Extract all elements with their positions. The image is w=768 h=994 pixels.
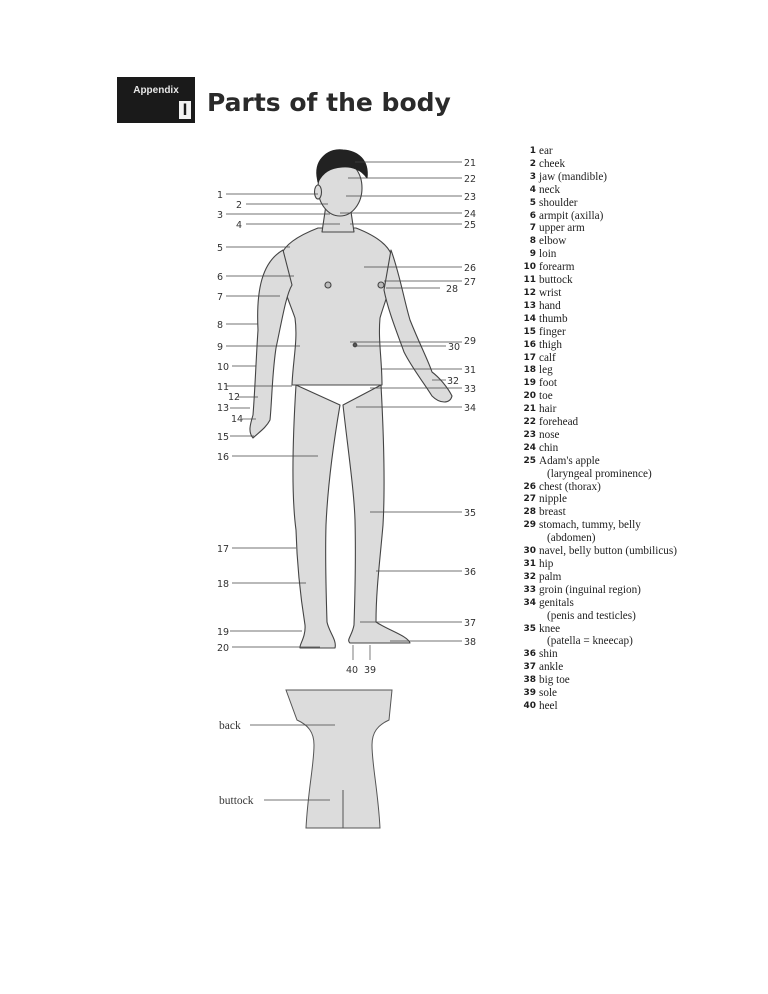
callout-32: 32 <box>447 376 460 387</box>
legend-text: chin <box>539 441 559 454</box>
legend-text: neck <box>539 183 561 196</box>
callout-18: 18 <box>217 579 230 590</box>
legend-number: 3 <box>529 171 536 182</box>
callout-24: 24 <box>464 209 477 220</box>
legend-item <box>522 429 677 442</box>
legend-number: 21 <box>523 404 536 415</box>
legend-text: forearm <box>539 261 575 274</box>
right-nipple <box>378 282 384 288</box>
legend-text: thumb <box>539 312 568 325</box>
legend-number: 22 <box>523 417 536 428</box>
legend-subtext: (abdomen) <box>547 532 596 545</box>
callout-36: 36 <box>464 567 477 578</box>
legend-number: 34 <box>523 597 536 608</box>
legend-item <box>522 584 677 597</box>
legend-number: 27 <box>523 494 536 505</box>
legend-text: sole <box>539 687 558 700</box>
appendix-badge-label: Appendix <box>133 85 179 96</box>
legend-number: 40 <box>523 700 536 711</box>
legend-number: 24 <box>523 442 536 453</box>
legend-item <box>522 235 677 248</box>
legend-text: upper arm <box>539 222 585 235</box>
callout-20: 20 <box>217 643 230 654</box>
legend-item <box>522 558 677 571</box>
callout-1: 1 <box>217 190 224 201</box>
callout-9: 9 <box>217 342 224 353</box>
callout-7: 7 <box>217 292 224 303</box>
legend-text: finger <box>539 325 566 338</box>
legend-number: 23 <box>523 429 536 440</box>
callout-26: 26 <box>464 263 477 274</box>
legend-item <box>522 222 677 235</box>
callout-25: 25 <box>464 220 477 231</box>
appendix-number: I <box>179 101 191 119</box>
legend-text: elbow <box>539 235 567 248</box>
legend-item <box>522 261 677 274</box>
legend-text: loin <box>539 248 557 261</box>
callout-30: 30 <box>448 342 461 353</box>
legend-item <box>522 403 677 416</box>
legend-number: 2 <box>529 158 536 169</box>
callout-2: 2 <box>236 200 243 211</box>
legend-number: 12 <box>523 287 536 298</box>
left-leg <box>293 385 340 648</box>
legend-text: nose <box>539 428 560 441</box>
legend-text: wrist <box>539 286 562 299</box>
legend-item <box>522 493 677 506</box>
legend-number: 17 <box>523 352 536 363</box>
legend-text: ear <box>539 145 553 157</box>
legend-number: 18 <box>523 365 536 376</box>
legend-number: 29 <box>523 520 536 531</box>
legend-item <box>522 287 677 300</box>
legend-text: heel <box>539 699 558 712</box>
callout-17: 17 <box>217 544 230 555</box>
callout-27: 27 <box>464 277 477 288</box>
legend-number: 6 <box>529 210 536 221</box>
legend-text: big toe <box>539 674 570 687</box>
legend-item <box>522 197 677 210</box>
callout-28: 28 <box>446 284 459 295</box>
legend-number: 37 <box>523 662 536 673</box>
callout-8: 8 <box>217 320 224 331</box>
legend-number: 38 <box>523 675 536 686</box>
legend-number: 4 <box>529 184 536 195</box>
legend-number: 11 <box>523 275 536 286</box>
legend-number: 1 <box>529 146 536 156</box>
legend-item <box>522 145 677 158</box>
back-torso <box>286 690 392 828</box>
legend-text: buttock <box>539 274 573 287</box>
right-arm <box>384 250 452 402</box>
legend-text: thigh <box>539 338 562 351</box>
back-figure <box>286 690 392 828</box>
legend-text: armpit (axilla) <box>539 209 604 222</box>
legend-item <box>522 248 677 261</box>
callout-40: 40 <box>346 665 359 676</box>
callout-39: 39 <box>364 665 377 676</box>
callout-29: 29 <box>464 336 477 347</box>
callout-31: 31 <box>464 365 477 376</box>
legend-subtext: (patella = kneecap) <box>547 635 633 648</box>
legend-text: jaw (mandible) <box>539 170 608 183</box>
legend-text: Adam's apple <box>539 454 600 467</box>
legend-number: 33 <box>523 584 536 595</box>
legend-item <box>522 519 677 545</box>
callout-16: 16 <box>217 452 230 463</box>
legend-item <box>522 171 677 184</box>
legend-text: shoulder <box>539 196 578 209</box>
legend-text: hip <box>539 558 554 570</box>
callout-10: 10 <box>217 362 230 373</box>
legend-text: genitals <box>539 596 574 609</box>
legend-text: stomach, tummy, belly <box>539 519 641 532</box>
callout-19: 19 <box>217 627 230 638</box>
callout-38: 38 <box>464 637 477 648</box>
legend-item <box>522 700 677 713</box>
left-arm <box>250 250 292 438</box>
legend-item <box>522 313 677 326</box>
legend-item <box>522 674 677 687</box>
callout-23: 23 <box>464 192 477 203</box>
callout-33: 33 <box>464 384 477 395</box>
legend-number: 7 <box>529 223 536 234</box>
legend-number: 32 <box>523 571 536 582</box>
legend-item <box>522 416 677 429</box>
legend-subtext: (laryngeal prominence) <box>547 467 652 480</box>
legend-item <box>522 623 677 649</box>
legend-number: 8 <box>529 236 536 247</box>
callout-4: 4 <box>236 220 243 231</box>
legend-text: navel, belly button (umbilicus) <box>539 545 677 558</box>
callout-21: 21 <box>464 158 477 169</box>
legend-item <box>522 274 677 287</box>
legend-text: palm <box>539 570 562 583</box>
legend-item <box>522 455 677 481</box>
legend-number: 36 <box>523 649 536 660</box>
legend-item <box>522 571 677 584</box>
callout-35: 35 <box>464 508 477 519</box>
legend-number: 28 <box>523 507 536 518</box>
legend-number: 30 <box>523 546 536 557</box>
callout-14: 14 <box>231 414 244 425</box>
legend-number: 25 <box>523 455 536 466</box>
legend-item <box>522 390 677 403</box>
legend-number: 16 <box>523 339 536 350</box>
front-figure <box>250 150 452 648</box>
callout-12: 12 <box>228 392 241 403</box>
legend-item <box>522 184 677 197</box>
legend-text: hair <box>539 403 557 416</box>
back-label: back <box>219 720 241 732</box>
legend-text: knee <box>539 622 561 635</box>
legend-item <box>522 364 677 377</box>
legend-text: ankle <box>539 661 564 674</box>
callout-13: 13 <box>217 403 230 414</box>
legend-number: 31 <box>523 559 536 569</box>
legend-item <box>522 300 677 313</box>
torso <box>280 228 392 385</box>
legend-text: nipple <box>539 493 567 506</box>
legend-text: leg <box>539 364 553 377</box>
callout-15: 15 <box>217 432 230 443</box>
left-nipple <box>325 282 331 288</box>
buttock-label: buttock <box>219 795 254 807</box>
legend-number: 14 <box>523 313 536 324</box>
page-title: Parts of the body <box>207 88 451 117</box>
legend-item <box>522 545 677 558</box>
legend-number: 26 <box>523 481 536 492</box>
callout-22: 22 <box>464 174 477 185</box>
legend-item <box>522 597 677 623</box>
legend-text: breast <box>539 506 566 519</box>
legend-text: forehead <box>539 416 579 429</box>
legend-item <box>522 661 677 674</box>
legend-text: shin <box>539 648 558 661</box>
legend-number: 13 <box>523 300 536 311</box>
legend-text: calf <box>539 351 556 364</box>
legend-item <box>522 158 677 171</box>
ear <box>315 185 322 199</box>
legend-item <box>522 648 677 661</box>
legend-number: 9 <box>529 249 536 260</box>
legend-text: groin (inguinal region) <box>539 583 641 596</box>
legend-item <box>522 377 677 390</box>
legend-number: 39 <box>523 688 536 699</box>
legend-number: 19 <box>523 378 536 389</box>
legend-text: foot <box>539 377 558 390</box>
callout-37: 37 <box>464 618 477 629</box>
legend-item <box>522 210 677 223</box>
legend-text: toe <box>539 390 553 403</box>
callout-34: 34 <box>464 403 477 414</box>
callout-6: 6 <box>217 272 224 283</box>
legend-item <box>522 442 677 455</box>
legend-number: 20 <box>523 391 536 402</box>
legend-item <box>522 506 677 519</box>
callout-3: 3 <box>217 210 224 221</box>
callout-11: 11 <box>217 382 230 393</box>
legend-item <box>522 352 677 365</box>
body-parts-legend <box>522 145 677 713</box>
legend-item <box>522 339 677 352</box>
legend-number: 5 <box>529 197 536 208</box>
legend-number: 15 <box>523 326 536 337</box>
right-leg <box>343 385 410 643</box>
legend-number: 35 <box>523 623 536 634</box>
callout-5: 5 <box>217 243 224 254</box>
legend-item <box>522 326 677 339</box>
legend-subtext: (penis and testicles) <box>547 609 636 622</box>
legend-number: 10 <box>523 262 536 273</box>
legend-text: chest (thorax) <box>539 480 601 493</box>
legend-item <box>522 481 677 494</box>
legend-text: hand <box>539 299 561 312</box>
legend-text: cheek <box>539 157 566 170</box>
legend-item <box>522 687 677 700</box>
